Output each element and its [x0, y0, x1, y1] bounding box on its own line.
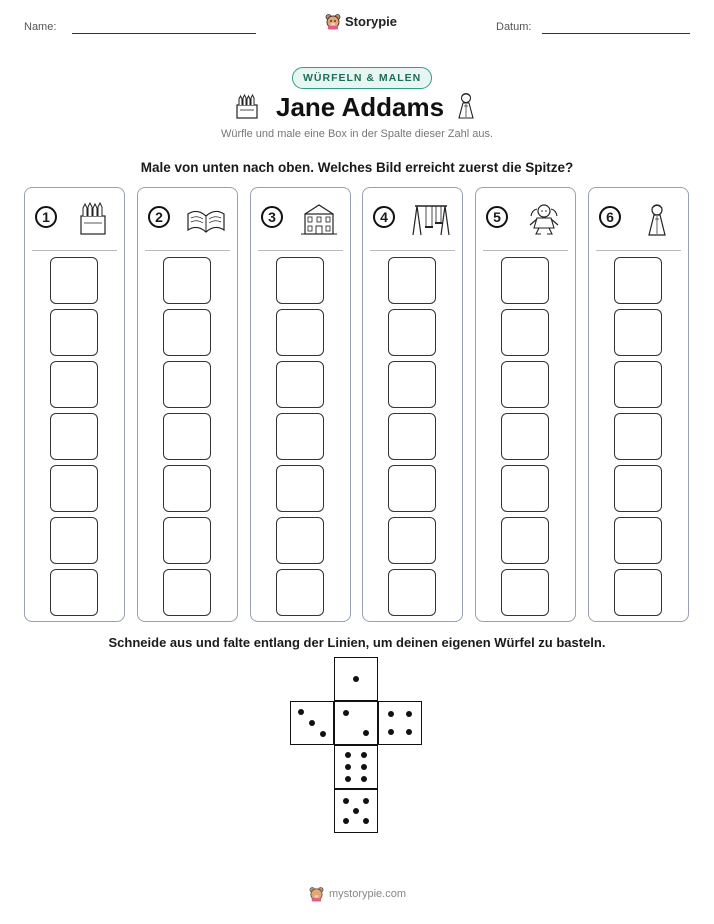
color-box[interactable] [276, 309, 324, 356]
color-box[interactable] [50, 465, 98, 512]
pip [406, 711, 412, 717]
subtitle: Würfle und male eine Box in der Spalte dieser Zahl aus. [220, 128, 494, 140]
color-box[interactable] [614, 257, 662, 304]
column-6 [588, 187, 689, 622]
date-label: Datum: [496, 21, 532, 33]
color-box[interactable] [501, 413, 549, 460]
pip [343, 798, 349, 804]
color-box[interactable] [50, 309, 98, 356]
color-box[interactable] [50, 569, 98, 616]
pip [298, 709, 304, 715]
page-title: Jane Addams [276, 92, 445, 122]
color-box[interactable] [614, 413, 662, 460]
color-box[interactable] [501, 257, 549, 304]
pip [388, 711, 394, 717]
date-line[interactable] [542, 33, 690, 34]
pip [345, 776, 351, 782]
number-badge: 3 [261, 206, 283, 228]
brand-name: Storypie [345, 14, 398, 29]
cut-instruction: Schneide aus und falte entlang der Linien, um deinen eigenen Würfel zu basteln. [108, 635, 606, 650]
footer-site: mystorypie.com [329, 888, 407, 900]
color-box[interactable] [163, 257, 211, 304]
color-box[interactable] [163, 465, 211, 512]
number-badge: 2 [148, 206, 170, 228]
number-badge: 4 [373, 206, 395, 228]
pip [345, 764, 351, 770]
color-box[interactable] [276, 413, 324, 460]
pip [309, 720, 315, 726]
color-box[interactable] [50, 413, 98, 460]
color-box[interactable] [50, 361, 98, 408]
color-box[interactable] [388, 309, 436, 356]
color-box[interactable] [276, 361, 324, 408]
column-2 [137, 187, 238, 622]
pip [406, 729, 412, 735]
column-5 [475, 187, 576, 622]
pip [343, 818, 349, 824]
color-box[interactable] [163, 517, 211, 564]
die-face-1 [334, 657, 378, 701]
column-4 [362, 187, 463, 622]
color-box[interactable] [163, 569, 211, 616]
die-face-2 [334, 701, 378, 745]
pip [361, 776, 367, 782]
pip [363, 730, 369, 736]
name-line[interactable] [72, 33, 256, 34]
die-face-4 [378, 701, 422, 745]
swing-set-icon [411, 202, 451, 236]
storypie-bear-icon [325, 13, 341, 30]
die-face-5 [334, 789, 378, 833]
color-box[interactable] [276, 257, 324, 304]
hull-house-icon [299, 202, 339, 236]
number-badge: 6 [599, 206, 621, 228]
jane-addams-title-icon [456, 92, 476, 120]
name-label: Name: [24, 21, 57, 33]
die-net [290, 657, 424, 835]
crayon-box-title-icon [234, 94, 260, 120]
crayons-icon [73, 202, 113, 236]
color-box[interactable] [501, 569, 549, 616]
color-box[interactable] [388, 517, 436, 564]
color-box[interactable] [501, 465, 549, 512]
column-3 [250, 187, 351, 622]
color-box[interactable] [163, 361, 211, 408]
pip [363, 798, 369, 804]
pip [388, 729, 394, 735]
color-box[interactable] [276, 517, 324, 564]
color-box[interactable] [614, 517, 662, 564]
color-box[interactable] [388, 413, 436, 460]
rag-doll-icon [524, 202, 564, 236]
footer [309, 886, 406, 902]
pip [345, 752, 351, 758]
pip [353, 676, 359, 682]
die-face-3 [290, 701, 334, 745]
die-face-6 [334, 745, 378, 789]
color-box[interactable] [501, 361, 549, 408]
color-box[interactable] [163, 309, 211, 356]
column-1 [24, 187, 125, 622]
storypie-bear-icon [309, 886, 324, 902]
pip [361, 764, 367, 770]
activity-badge: WÜRFELN & MALEN [292, 67, 432, 89]
pip [353, 808, 359, 814]
color-box[interactable] [50, 257, 98, 304]
color-box[interactable] [388, 361, 436, 408]
jane-addams-figure-icon [637, 202, 677, 236]
number-badge: 5 [486, 206, 508, 228]
pip [320, 731, 326, 737]
color-box[interactable] [614, 309, 662, 356]
pip [343, 710, 349, 716]
color-box[interactable] [501, 309, 549, 356]
color-box[interactable] [163, 413, 211, 460]
color-box[interactable] [276, 569, 324, 616]
color-box[interactable] [614, 465, 662, 512]
color-box[interactable] [614, 361, 662, 408]
color-box[interactable] [388, 257, 436, 304]
brand-logo [325, 13, 397, 30]
number-badge: 1 [35, 206, 57, 228]
instruction: Male von unten nach oben. Welches Bild erreicht zuerst die Spitze? [140, 160, 574, 175]
color-box[interactable] [388, 569, 436, 616]
color-box[interactable] [388, 465, 436, 512]
color-box[interactable] [501, 517, 549, 564]
pip [363, 818, 369, 824]
open-book-icon [186, 202, 226, 236]
color-box[interactable] [50, 517, 98, 564]
color-box[interactable] [614, 569, 662, 616]
pip [361, 752, 367, 758]
color-box[interactable] [276, 465, 324, 512]
